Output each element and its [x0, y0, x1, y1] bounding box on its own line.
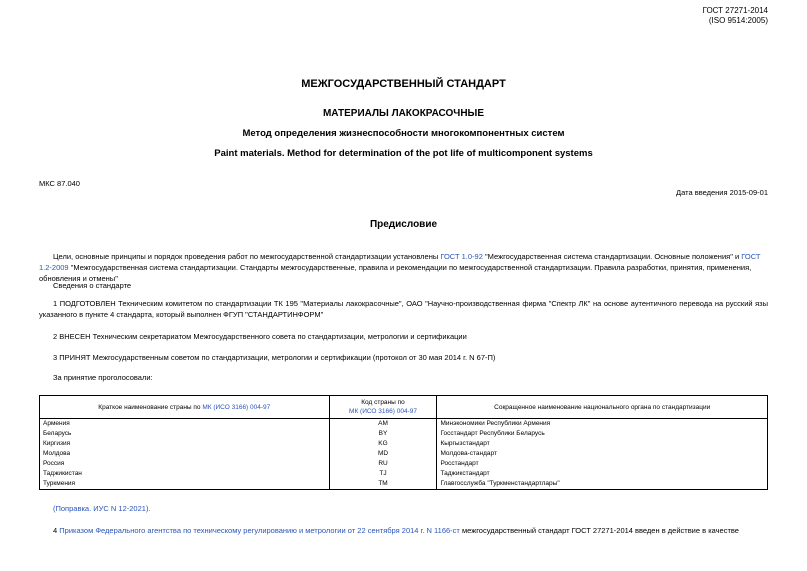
- country-cell: Россия: [40, 459, 330, 469]
- order-link[interactable]: Приказом Федерального агентства по техническому регулированию и метрологии от 22 сентября 2014 г. N 1166-ст: [59, 526, 460, 535]
- col-header-country: Краткое наименование страны по МК (ИСО 3166) 004-97: [40, 396, 330, 419]
- code-cell: MD: [329, 449, 437, 459]
- item-2: 2 ВНЕСЕН Техническим секретариатом Межгосударственного совета по стандартизации, метрологии и сертификации: [53, 332, 467, 341]
- mks-code: МКС 87.040: [39, 179, 80, 188]
- code-cell: RU: [329, 459, 437, 469]
- p1-text-c: "Межгосударственная система стандартизации. Стандарты межгосударственные, правила и рекомендации по межгосударственной стандартизации. Правила разработки, принятия, применения, обновления и отмены": [39, 263, 752, 283]
- col-header-code: Код страны по МК (ИСО 3166) 004-97: [329, 396, 437, 419]
- page-bottom-fade: [0, 551, 807, 571]
- interstate-standard-title: МЕЖГОСУДАРСТВЕННЫЙ СТАНДАРТ: [301, 78, 506, 90]
- p1-text-b: "Межгосударственная система стандартизации. Основные положения" и: [485, 252, 740, 261]
- body-cell: Госстандарт Республики Беларусь: [437, 429, 768, 439]
- intro-date: Дата введения 2015-09-01: [676, 188, 768, 197]
- body-cell: Кыргызстандарт: [437, 439, 768, 449]
- item-1: 1 ПОДГОТОВЛЕН Техническим комитетом по стандартизации ТК 195 "Материалы лакокрасочные", ОАО "Научно-производственная фирма "Спектр ЛК" на основе аутентичного перевода на русский язы указанного в пункте 4 стандарта, который выполнен ФГУП "СТАНДАРТИНФОРМ": [39, 299, 768, 319]
- foreword-heading: Предисловие: [369, 219, 438, 230]
- country-cell: Армения: [40, 419, 330, 430]
- country-cell: Таджикистан: [40, 469, 330, 479]
- voting-countries-table: [39, 395, 768, 490]
- country-cell: Беларусь: [40, 429, 330, 439]
- item-3: 3 ПРИНЯТ Межгосударственным советом по стандартизации, метрологии и сертификации (протокол от 30 мая 2014 г. N 67-П): [53, 353, 496, 362]
- header-block: [703, 6, 768, 26]
- table-row: [40, 449, 768, 459]
- item-4-number: 4: [53, 526, 58, 535]
- col-header-body: Сокращенное наименование национального органа по стандартизации: [437, 396, 768, 419]
- mk-iso-link-2[interactable]: МК (ИСО 3166) 004-97: [349, 408, 417, 415]
- body-cell: Главгосслужба "Туркменстандартлары": [437, 479, 768, 490]
- item-4-text: межгосударственный стандарт ГОСТ 27271-2014 введен в действие в качестве: [461, 526, 739, 535]
- code-cell: AM: [329, 419, 437, 430]
- p1-text-a: Цели, основные принципы и порядок проведения работ по межгосударственной стандартизации установлены: [53, 252, 439, 261]
- gost-1-0-92-link[interactable]: ГОСТ 1.0-92: [440, 252, 483, 261]
- code-cell: KG: [329, 439, 437, 449]
- mk-iso-link[interactable]: МК (ИСО 3166) 004-97: [202, 403, 271, 411]
- amendment-close: ).: [145, 504, 151, 513]
- body-cell: Росстандарт: [437, 459, 768, 469]
- table-row: [40, 419, 768, 430]
- subtitle-ru: Метод определения жизнеспособности многокомпонентных систем: [242, 128, 565, 139]
- table-row: [40, 469, 768, 479]
- table-row: [40, 439, 768, 449]
- table-row: [40, 429, 768, 439]
- main-title: МАТЕРИАЛЫ ЛАКОКРАСОЧНЫЕ: [322, 108, 485, 119]
- subtitle-en: Paint materials. Method for determination of the pot life of multicomponent systems: [214, 148, 593, 159]
- about-standard: Сведения о стандарте: [53, 281, 132, 290]
- ius-link[interactable]: ИУС N 12-2021: [93, 504, 146, 513]
- country-cell: Молдова: [40, 449, 330, 459]
- body-cell: Минэкономики Республики Армения: [437, 419, 768, 430]
- code-cell: TJ: [329, 469, 437, 479]
- code-cell: BY: [329, 429, 437, 439]
- table-header-row: [40, 396, 768, 419]
- amendment-note: [39, 503, 768, 514]
- item-4: [39, 525, 768, 536]
- code-cell: TM: [329, 479, 437, 490]
- body-cell: Таджикстандарт: [437, 469, 768, 479]
- gost-1-2-2009-link[interactable]: ГОСТ 1.2-2009: [39, 252, 761, 272]
- table-row: [40, 479, 768, 490]
- iso-code: (ISO 9514:2005): [708, 16, 768, 25]
- country-cell: Киргизия: [40, 439, 330, 449]
- voted-label: За принятие проголосовали:: [53, 373, 153, 382]
- amendment-open: (Поправка.: [53, 504, 92, 513]
- body-cell: Молдова-стандарт: [437, 449, 768, 459]
- table-row: [40, 459, 768, 469]
- doc-code: ГОСТ 27271-2014: [702, 6, 768, 15]
- country-cell: Туркмения: [40, 479, 330, 490]
